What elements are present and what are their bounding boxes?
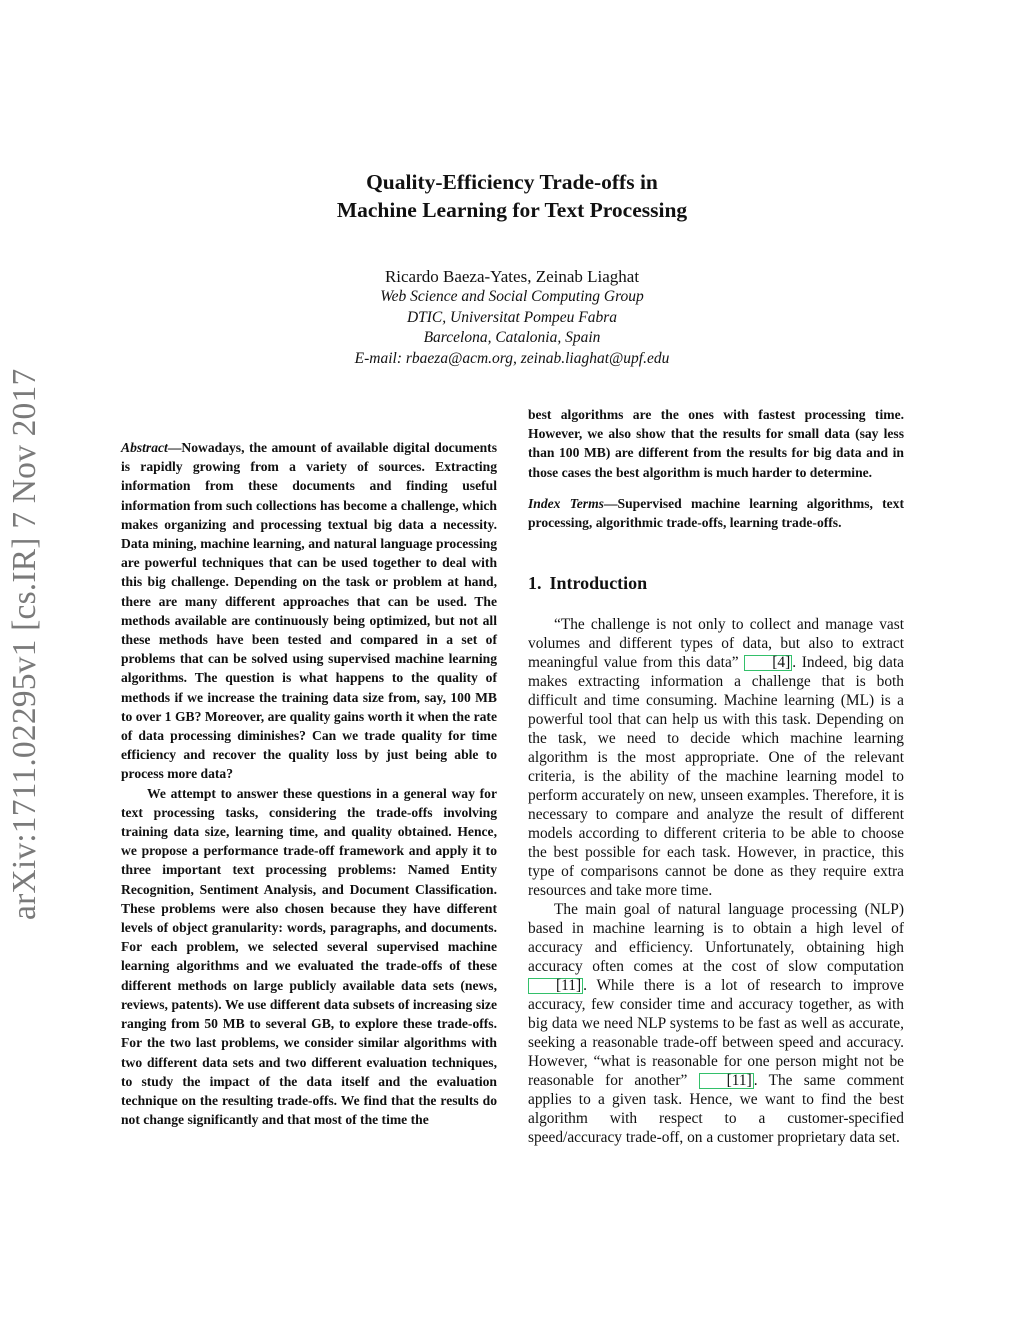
left-column [121, 438, 497, 1129]
intro-p1-text-b: . Indeed, big data makes extracting information a challenge that is both difficult and time consuming. Machine learning (ML) is a powerful tool that can help us with this task. Depending on the task, we need to decide which machine learning algorithm is the most appropriate. One of the relevant criteria, is the ability of the machine learning model to perform accurately on new, unseen examples. Therefore, it is necessary to compare and analyze the result of different models according to different criteria to be able to choose the best possible for each task. However, in practice, this type of comparisons cannot be done as they require extra resources and take more time. [528, 654, 904, 900]
intro-paragraph-2 [528, 900, 904, 1147]
index-terms-label: Index Terms [528, 495, 604, 511]
affiliation-group: Web Science and Social Computing Group [380, 288, 644, 305]
affiliation-location: Barcelona, Catalonia, Spain [423, 329, 601, 346]
section-title: Introduction [549, 573, 648, 594]
citation-link[interactable]: [4] [744, 655, 792, 671]
abstract-paragraph-2: We attempt to answer these questions in a general way for text processing tasks, considering the trade-offs involving training data size, learning time, and quality obtained. Hence, we propose a performance trade-off framework and apply it to three important text processing problems: Named Entity Recognition, Sentiment Analysis, and Document Classification. These problems were also chosen because they have different levels of object granularity: words, paragraphs, and documents. For each problem, we selected several supervised machine learning algorithms and we evaluated the trade-offs of these different methods on large publicly available data sets (news, reviews, patents). We use different data subsets of increasing size ranging from 50 MB to several GB, to explore these trade-offs. For the two last problems, we consider similar algorithms with two different data sets and two different evaluation techniques, to study the impact of the data itself and the evaluation technique on the resulting trade-offs. We find that the results do not change significantly and that most of the time the [121, 785, 497, 1128]
paper-title [0, 168, 1024, 224]
citation-link[interactable]: [11] [528, 978, 583, 994]
index-terms [528, 494, 904, 532]
abstract-text-1: —Nowadays, the amount of available digital documents is rapidly growing from a variety of sources. Extracting information from these documents and finding useful information from such collections has become a challenge, which makes organizing and processing textual big data a necessity. Data mining, machine learning, and natural language processing are powerful techniques that can be used together to deal with this big challenge. Depending on the task or problem at hand, there are many different approaches that can be used. The methods available are continuously being optimized, but not all these methods have been tested and compared in a set of problems that can be solved using supervised machine learning algorithms. The question is what happens to the quality of methods if we increase the training data size from, say, 100 MB to over 1 GB? Moreover, are quality gains worth it when the rate of data processing diminishes? Can we trade quality for time efficiency and recover the quality loss by just being able to process more data? [121, 440, 497, 782]
right-column [528, 405, 904, 1147]
abstract-paragraph-2-continued: best algorithms are the ones with fastest processing time. However, we also show that the results for small data (say less than 100 MB) are different from the results for big data and in those cases the best algorithm is much harder to determine. [528, 407, 904, 480]
intro-p2-text-a: The main goal of natural language processing (NLP) based in machine learning is to obtain a high level of accuracy and efficiency. Unfortunately, obtaining high accuracy often comes at the cost of slow computation [528, 901, 904, 976]
author-emails: E-mail: rbaeza@acm.org, zeinab.liaghat@upf.edu [354, 349, 670, 367]
section-heading-introduction [528, 572, 904, 594]
section-number: 1. [528, 573, 542, 594]
abstract-label: Abstract [121, 440, 168, 455]
intro-paragraph-1 [528, 615, 904, 900]
author-block [0, 266, 1024, 369]
intro-p2-text-b: . While there is a lot of research to improve accuracy, few consider time and accuracy together, as with big data we need NLP systems to be fast as well as accurate, seeking a reasonable trade-off between speed and accuracy. However, “what is reasonable for one person might not be reasonable for another” [528, 977, 904, 1090]
citation-link[interactable]: [11] [699, 1073, 754, 1089]
arxiv-identifier: arXiv:1711.02295v1 [cs.IR] 7 Nov 2017 [6, 368, 43, 920]
intro-p1-text-a: “The challenge is not only to collect and manage vast volumes and different types of data, but also to extract meaningful value from this data” [528, 616, 904, 672]
index-terms-text: —Supervised machine learning algorithms, text processing, algorithmic trade-offs, learning trade-offs. [528, 495, 904, 531]
abstract-paragraph-1 [121, 438, 497, 784]
affiliation-department: DTIC, Universitat Pompeu Fabra [406, 308, 618, 326]
intro-p2-text-c: . The same comment applies to a given task. Hence, we want to find the best algorithm with respect to a customer-specified speed/accuracy trade-off, on a customer proprietary data set. [528, 1072, 904, 1147]
title-line-1: Quality-Efficiency Trade-offs in [366, 170, 658, 194]
author-names: Ricardo Baeza-Yates, Zeinab Liaghat [384, 267, 640, 286]
title-line-2: Machine Learning for Text Processing [336, 198, 688, 222]
